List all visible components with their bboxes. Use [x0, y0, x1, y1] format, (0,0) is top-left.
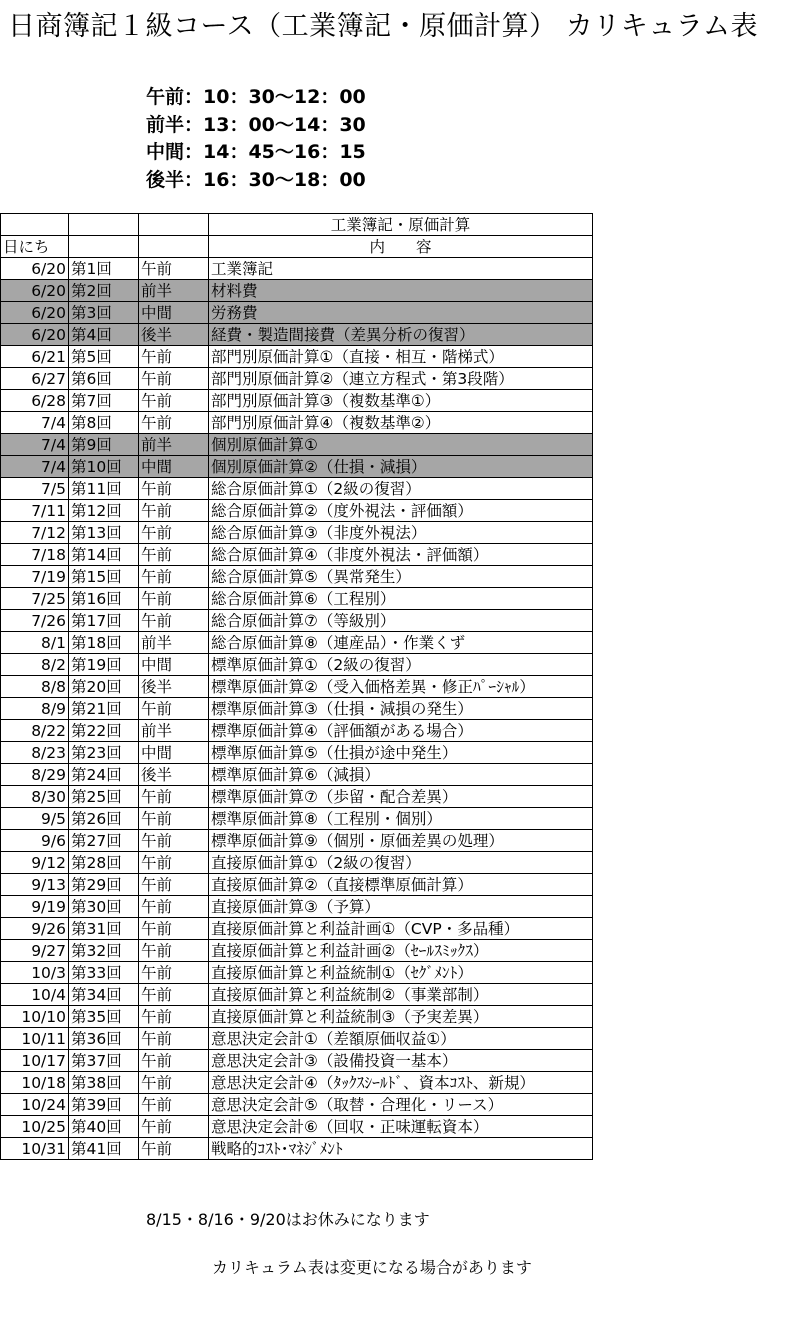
curriculum-table — [0, 213, 593, 1160]
row-lesson-number: 第22回 — [69, 720, 139, 742]
page-title: 日商簿記１級コース（工業簿記・原価計算） カリキュラム表 — [8, 11, 758, 42]
row-date: 6/27 — [1, 368, 69, 390]
row-session: 中間 — [139, 302, 209, 324]
row-content: 直接原価計算②（直接標準原価計算） — [209, 874, 593, 896]
row-session: 午前 — [139, 522, 209, 544]
row-lesson-number: 第33回 — [69, 962, 139, 984]
row-date: 8/30 — [1, 786, 69, 808]
row-date: 10/11 — [1, 1028, 69, 1050]
row-content: 総合原価計算⑥（工程別） — [209, 588, 593, 610]
row-session: 午前 — [139, 500, 209, 522]
row-content: 工業簿記 — [209, 258, 593, 280]
row-session: 午前 — [139, 390, 209, 412]
row-content: 個別原価計算① — [209, 434, 593, 456]
row-date: 9/19 — [1, 896, 69, 918]
row-lesson-number: 第14回 — [69, 544, 139, 566]
change-note: カリキュラム表は変更になる場合があります — [212, 1258, 532, 1277]
row-lesson-number: 第10回 — [69, 456, 139, 478]
table-row — [1, 346, 593, 368]
row-date: 7/25 — [1, 588, 69, 610]
row-date: 8/22 — [1, 720, 69, 742]
row-session: 午前 — [139, 786, 209, 808]
table-row — [1, 302, 593, 324]
table-row — [1, 1094, 593, 1116]
row-date: 10/3 — [1, 962, 69, 984]
table-row — [1, 412, 593, 434]
row-lesson-number: 第19回 — [69, 654, 139, 676]
table-row — [1, 434, 593, 456]
row-session: 午前 — [139, 918, 209, 940]
table-row — [1, 808, 593, 830]
row-date: 6/20 — [1, 258, 69, 280]
row-content: 総合原価計算③（非度外視法） — [209, 522, 593, 544]
header-empty-cell — [69, 236, 139, 258]
row-lesson-number: 第5回 — [69, 346, 139, 368]
schedule-second-half: 後半：16：30〜18：00 — [146, 168, 366, 191]
row-content: 標準原価計算①（2級の復習） — [209, 654, 593, 676]
row-session: 午前 — [139, 610, 209, 632]
schedule-middle: 中間：14：45〜16：15 — [146, 141, 366, 163]
table-row — [1, 566, 593, 588]
row-session: 午前 — [139, 940, 209, 962]
table-row — [1, 1050, 593, 1072]
row-content: 総合原価計算④（非度外視法・評価額） — [209, 544, 593, 566]
row-content: 標準原価計算④（評価額がある場合） — [209, 720, 593, 742]
row-content: 標準原価計算⑧（工程別・個別） — [209, 808, 593, 830]
row-session: 中間 — [139, 742, 209, 764]
table-row — [1, 764, 593, 786]
schedule-first-half: 前半：13：00〜14：30 — [146, 113, 366, 136]
table-row — [1, 654, 593, 676]
row-date: 9/12 — [1, 852, 69, 874]
row-content: 戦略的ｺｽﾄ･ﾏﾈｼﾞﾒﾝﾄ — [209, 1138, 593, 1160]
row-content: 標準原価計算⑨（個別・原価差異の処理） — [209, 830, 593, 852]
holiday-note: 8/15・8/16・9/20はお休みになります — [146, 1210, 430, 1229]
row-session: 午前 — [139, 874, 209, 896]
row-content: 意思決定会計⑤（取替・合理化・リース） — [209, 1094, 593, 1116]
row-session: 午前 — [139, 808, 209, 830]
row-session: 後半 — [139, 764, 209, 786]
table-row — [1, 1006, 593, 1028]
row-content: 意思決定会計④（ﾀｯｸｽｼｰﾙﾄﾞ、資本ｺｽﾄ、新規） — [209, 1072, 593, 1094]
row-date: 7/5 — [1, 478, 69, 500]
table-row — [1, 940, 593, 962]
row-content: 部門別原価計算②（連立方程式・第3段階） — [209, 368, 593, 390]
row-date: 9/27 — [1, 940, 69, 962]
row-content: 意思決定会計⑥（回収・正味運転資本） — [209, 1116, 593, 1138]
row-lesson-number: 第20回 — [69, 676, 139, 698]
row-lesson-number: 第6回 — [69, 368, 139, 390]
row-content: 意思決定会計③（設備投資一基本） — [209, 1050, 593, 1072]
row-date: 6/28 — [1, 390, 69, 412]
row-session: 午前 — [139, 1050, 209, 1072]
row-date: 10/18 — [1, 1072, 69, 1094]
row-date: 7/4 — [1, 412, 69, 434]
row-lesson-number: 第36回 — [69, 1028, 139, 1050]
row-session: 午前 — [139, 1116, 209, 1138]
row-lesson-number: 第4回 — [69, 324, 139, 346]
table-row — [1, 1028, 593, 1050]
row-lesson-number: 第27回 — [69, 830, 139, 852]
table-row — [1, 698, 593, 720]
table-header-row-2 — [1, 236, 593, 258]
header-empty-cell — [139, 214, 209, 236]
row-date: 10/10 — [1, 1006, 69, 1028]
table-row — [1, 830, 593, 852]
table-row — [1, 500, 593, 522]
row-lesson-number: 第31回 — [69, 918, 139, 940]
table-row — [1, 984, 593, 1006]
row-content: 意思決定会計①（差額原価収益①） — [209, 1028, 593, 1050]
row-session: 午前 — [139, 1028, 209, 1050]
row-lesson-number: 第7回 — [69, 390, 139, 412]
row-date: 8/29 — [1, 764, 69, 786]
row-date: 10/24 — [1, 1094, 69, 1116]
row-content: 総合原価計算⑤（異常発生） — [209, 566, 593, 588]
row-content: 直接原価計算と利益統制③（予実差異） — [209, 1006, 593, 1028]
row-session: 後半 — [139, 324, 209, 346]
row-date: 7/4 — [1, 456, 69, 478]
row-date: 8/1 — [1, 632, 69, 654]
row-lesson-number: 第21回 — [69, 698, 139, 720]
row-session: 午前 — [139, 258, 209, 280]
row-session: 午前 — [139, 984, 209, 1006]
row-session: 午前 — [139, 852, 209, 874]
row-lesson-number: 第40回 — [69, 1116, 139, 1138]
table-row — [1, 896, 593, 918]
table-row — [1, 632, 593, 654]
row-lesson-number: 第12回 — [69, 500, 139, 522]
row-content: 標準原価計算⑤（仕損が途中発生） — [209, 742, 593, 764]
row-lesson-number: 第11回 — [69, 478, 139, 500]
row-lesson-number: 第16回 — [69, 588, 139, 610]
header-date: 日にち — [1, 236, 69, 258]
table-row — [1, 1116, 593, 1138]
row-content: 材料費 — [209, 280, 593, 302]
row-date: 6/20 — [1, 280, 69, 302]
table-row — [1, 720, 593, 742]
table-row — [1, 962, 593, 984]
table-row — [1, 1072, 593, 1094]
table-row — [1, 324, 593, 346]
row-lesson-number: 第18回 — [69, 632, 139, 654]
row-session: 午前 — [139, 962, 209, 984]
row-session: 午前 — [139, 588, 209, 610]
row-lesson-number: 第32回 — [69, 940, 139, 962]
row-lesson-number: 第37回 — [69, 1050, 139, 1072]
table-row — [1, 588, 593, 610]
row-content: 部門別原価計算④（複数基準②） — [209, 412, 593, 434]
row-lesson-number: 第13回 — [69, 522, 139, 544]
row-content: 総合原価計算⑦（等級別） — [209, 610, 593, 632]
row-content: 個別原価計算②（仕損・減損） — [209, 456, 593, 478]
row-session: 午前 — [139, 1006, 209, 1028]
row-session: 午前 — [139, 1072, 209, 1094]
row-content: 標準原価計算③（仕損・減損の発生） — [209, 698, 593, 720]
row-date: 6/20 — [1, 302, 69, 324]
row-date: 9/13 — [1, 874, 69, 896]
row-lesson-number: 第26回 — [69, 808, 139, 830]
row-content: 直接原価計算と利益計画①（CVP・多品種） — [209, 918, 593, 940]
row-lesson-number: 第15回 — [69, 566, 139, 588]
row-date: 7/18 — [1, 544, 69, 566]
table-row — [1, 852, 593, 874]
row-lesson-number: 第34回 — [69, 984, 139, 1006]
row-date: 6/20 — [1, 324, 69, 346]
row-date: 10/25 — [1, 1116, 69, 1138]
header-empty-cell — [69, 214, 139, 236]
row-date: 8/8 — [1, 676, 69, 698]
table-row — [1, 918, 593, 940]
row-session: 午前 — [139, 830, 209, 852]
row-session: 午前 — [139, 412, 209, 434]
row-session: 午前 — [139, 1094, 209, 1116]
row-lesson-number: 第39回 — [69, 1094, 139, 1116]
table-row — [1, 742, 593, 764]
row-content: 総合原価計算②（度外視法・評価額） — [209, 500, 593, 522]
table-row — [1, 786, 593, 808]
row-date: 6/21 — [1, 346, 69, 368]
table-row — [1, 478, 593, 500]
row-session: 前半 — [139, 720, 209, 742]
header-empty-cell — [139, 236, 209, 258]
row-date: 7/11 — [1, 500, 69, 522]
table-row — [1, 874, 593, 896]
row-lesson-number: 第3回 — [69, 302, 139, 324]
row-date: 8/23 — [1, 742, 69, 764]
row-content: 直接原価計算①（2級の復習） — [209, 852, 593, 874]
row-lesson-number: 第9回 — [69, 434, 139, 456]
row-content: 標準原価計算⑦（歩留・配合差異） — [209, 786, 593, 808]
row-session: 午前 — [139, 1138, 209, 1160]
row-lesson-number: 第23回 — [69, 742, 139, 764]
row-date: 8/9 — [1, 698, 69, 720]
row-lesson-number: 第24回 — [69, 764, 139, 786]
row-content: 直接原価計算と利益統制①（ｾｸﾞﾒﾝﾄ） — [209, 962, 593, 984]
row-lesson-number: 第35回 — [69, 1006, 139, 1028]
row-lesson-number: 第29回 — [69, 874, 139, 896]
header-empty-cell — [1, 214, 69, 236]
table-row — [1, 676, 593, 698]
row-date: 10/31 — [1, 1138, 69, 1160]
table-row — [1, 456, 593, 478]
row-lesson-number: 第8回 — [69, 412, 139, 434]
row-session: 後半 — [139, 676, 209, 698]
row-lesson-number: 第25回 — [69, 786, 139, 808]
row-date: 10/4 — [1, 984, 69, 1006]
row-session: 午前 — [139, 544, 209, 566]
time-schedule — [146, 84, 366, 194]
table-row — [1, 368, 593, 390]
row-lesson-number: 第17回 — [69, 610, 139, 632]
row-session: 午前 — [139, 478, 209, 500]
row-lesson-number: 第30回 — [69, 896, 139, 918]
row-session: 前半 — [139, 632, 209, 654]
table-row — [1, 610, 593, 632]
row-lesson-number: 第41回 — [69, 1138, 139, 1160]
row-date: 9/6 — [1, 830, 69, 852]
row-content: 直接原価計算と利益計画②（ｾｰﾙｽﾐｯｸｽ） — [209, 940, 593, 962]
row-date: 7/19 — [1, 566, 69, 588]
row-date: 8/2 — [1, 654, 69, 676]
row-session: 午前 — [139, 698, 209, 720]
row-session: 前半 — [139, 280, 209, 302]
row-date: 9/26 — [1, 918, 69, 940]
table-row — [1, 390, 593, 412]
row-lesson-number: 第38回 — [69, 1072, 139, 1094]
row-content: 標準原価計算②（受入価格差異・修正ﾊﾟｰｼｬﾙ） — [209, 676, 593, 698]
row-date: 10/17 — [1, 1050, 69, 1072]
row-lesson-number: 第28回 — [69, 852, 139, 874]
row-content: 直接原価計算③（予算） — [209, 896, 593, 918]
table-row — [1, 522, 593, 544]
row-session: 午前 — [139, 566, 209, 588]
table-row — [1, 1138, 593, 1160]
header-content: 内 容 — [209, 236, 593, 258]
row-session: 午前 — [139, 346, 209, 368]
row-date: 7/26 — [1, 610, 69, 632]
row-content: 部門別原価計算①（直接・相互・階梯式） — [209, 346, 593, 368]
row-session: 午前 — [139, 896, 209, 918]
header-section-title: 工業簿記・原価計算 — [209, 214, 593, 236]
row-date: 7/4 — [1, 434, 69, 456]
row-lesson-number: 第1回 — [69, 258, 139, 280]
row-content: 直接原価計算と利益統制②（事業部制） — [209, 984, 593, 1006]
table-row — [1, 544, 593, 566]
row-session: 午前 — [139, 368, 209, 390]
row-content: 標準原価計算⑥（減損） — [209, 764, 593, 786]
row-content: 総合原価計算⑧（連産品）・作業くず — [209, 632, 593, 654]
row-session: 中間 — [139, 654, 209, 676]
row-date: 7/12 — [1, 522, 69, 544]
table-row — [1, 280, 593, 302]
row-content: 労務費 — [209, 302, 593, 324]
row-content: 総合原価計算①（2級の復習） — [209, 478, 593, 500]
row-lesson-number: 第2回 — [69, 280, 139, 302]
row-session: 中間 — [139, 456, 209, 478]
row-session: 前半 — [139, 434, 209, 456]
row-date: 9/5 — [1, 808, 69, 830]
table-header-row-1 — [1, 214, 593, 236]
row-content: 部門別原価計算③（複数基準①） — [209, 390, 593, 412]
row-content: 経費・製造間接費（差異分析の復習） — [209, 324, 593, 346]
table-row — [1, 258, 593, 280]
schedule-morning: 午前：10：30〜12：00 — [146, 86, 366, 108]
